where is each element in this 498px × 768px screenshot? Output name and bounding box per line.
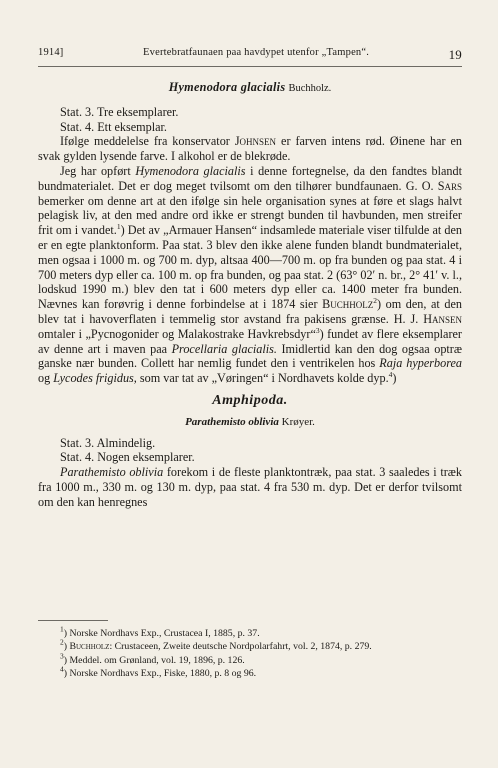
taxon-name: Parathemisto oblivia (60, 465, 164, 480)
text-run: Imidlertid kan den dog ogsaa optræ ganske nær bunden. Collett har nemlig fundet den i ventrikelen hos (38, 341, 462, 371)
station-line: Stat. 3. Almindelig. (60, 435, 156, 450)
text-run: omtaler i „Pycnogonider og Malakostrake Havkrebsdyr“ (38, 326, 316, 341)
footnote (38, 651, 462, 667)
footnote-ref[interactable]: 1 (116, 222, 121, 232)
species-name: Parathemisto oblivia (185, 415, 279, 428)
footnote-mark: 2 (60, 638, 64, 648)
footnote-text: : Crustaceen, Zweite deutsche Nordpolarfahrt, vol. 2, 1874, p. 279. (109, 641, 372, 653)
section-title: Amphipoda. (212, 392, 288, 408)
paragraph-parathemisto (38, 465, 462, 509)
person-name: Buchholz (322, 297, 374, 312)
text-run: bemerker om denne art at den ifølge sin hele organisation synes at føre et slags halvt pelagisk liv, at den med andre ord ikke er strengt bunden til havbunden, men streifer frit om i vandet. (38, 193, 462, 238)
person-name: Hansen (423, 311, 463, 326)
header-year: 1914] (38, 47, 64, 58)
footnote-mark: 1 (60, 624, 64, 634)
station-line: Stat. 4. Nogen eksemplarer. (60, 450, 195, 465)
taxon-name: Hymenodora glacialis (135, 163, 246, 178)
paragraph-color (38, 134, 462, 164)
footnote-mark: 3 (60, 651, 64, 661)
text-run: forekom i de fleste planktontræk, paa stat. 3 saaledes i træk fra 1000 m., 330 m. og 130 m. dyp, paa stat. 4 fra 530 m. dyp. Det er derfor tvilsomt om den kan henregnes (38, 465, 463, 509)
footnote-text: ) Norske Nordhavs Exp., Crustacea I, 1885, p. 37. (63, 628, 260, 639)
species-heading-parathemisto (38, 415, 462, 430)
text-run: Jeg har opført (60, 163, 131, 178)
footnote (38, 624, 462, 640)
page-number: 19 (448, 47, 462, 62)
paragraph-discussion (38, 164, 462, 386)
species-author: Buchholz. (288, 83, 332, 94)
person-name: Sars (437, 178, 463, 193)
footnote-mark: 4 (60, 664, 64, 674)
footnotes (38, 624, 462, 680)
main-text (38, 80, 462, 510)
text-run: ) Det av „Armauer Hansen“ indsamlede materiale viser tilfulde at den er en egte planktonform. Paa stat. 3 blev den ikke alene funden blandt bundmaterialet, men ogsaa i 1000 m. og 700 m. dyp, altsaa 400—700 m. op fra bunden og paa stat. 4 i 700 meters dyp eller ca. 100 m. op fra bunden, og paa stat. 2 (63° 02′ n. br., 2° 41′ v. l., lodskud 1990 m.) blev den tat i 600 meters dyp eller ca. 1400 meter fra bunden. Nævnes kan forøvrig i denne forbindelse at i 1874 sier (38, 223, 462, 312)
text-run: ) (392, 371, 397, 386)
species-name: Hymenodora glacialis (168, 80, 286, 94)
footnote-text: ) Norske Nordhavs Exp., Fiske, 1880, p. 8 og 96. (63, 667, 257, 679)
footnote-ref[interactable]: 3 (315, 325, 320, 335)
text-run: ) fundet av flere eksemplarer av denne art i maven paa (38, 326, 462, 356)
species-author: Krøyer. (281, 415, 315, 428)
footnote-ref[interactable]: 4 (388, 370, 393, 380)
text-run: Ifølge meddelelse fra konservator (60, 134, 230, 149)
footnote: $^2$) Buchholz: Crustaceen, Zweite deutsche Nordpolarfahrt, vol. 2, 1874, p. 279. (60, 638, 372, 653)
text-run: er farven intens rød. Øinene har en svak gylden lysende farve. I alkohol er de blekrøde. (38, 134, 463, 164)
footnote-divider (38, 620, 108, 621)
text-run: som var tat av „Vøringen“ i Nordhavets kolde dyp. (139, 371, 389, 386)
footnote (38, 664, 462, 680)
text-run: ) om den, at den blev tat i havoverflaten i temmelig stor avstand fra pakisens grænse. H. J. (38, 297, 462, 326)
running-header (38, 47, 462, 67)
species-heading-hymenodora (38, 80, 462, 97)
station-line: Stat. 4. Ett eksemplar. (60, 119, 167, 134)
text-run: i denne fortegnelse, da den fandtes blandt bundmaterialet. Det er dog meget tvilsomt om den tilhører bundfaunaen. G. O. (38, 163, 463, 193)
person-name: Johnsen (234, 134, 277, 149)
taxon-name: Raja hyperborea (379, 356, 463, 371)
station-line: Stat. 3. Tre eksemplarer. (60, 104, 179, 119)
footnote-ref[interactable]: 2 (373, 296, 377, 306)
taxon-name: Procellaria glacialis. (171, 341, 277, 356)
footnote-text: ) Meddel. om Grønland, vol. 19, 1896, p. 126. (63, 654, 245, 666)
taxon-name: Lycodes frigidus, (53, 371, 137, 386)
text-run: og (38, 371, 51, 386)
header-title: Evertebratfaunaen paa havdypet utenfor „Tampen“. (143, 47, 370, 58)
person-name: Buchholz (69, 641, 110, 653)
